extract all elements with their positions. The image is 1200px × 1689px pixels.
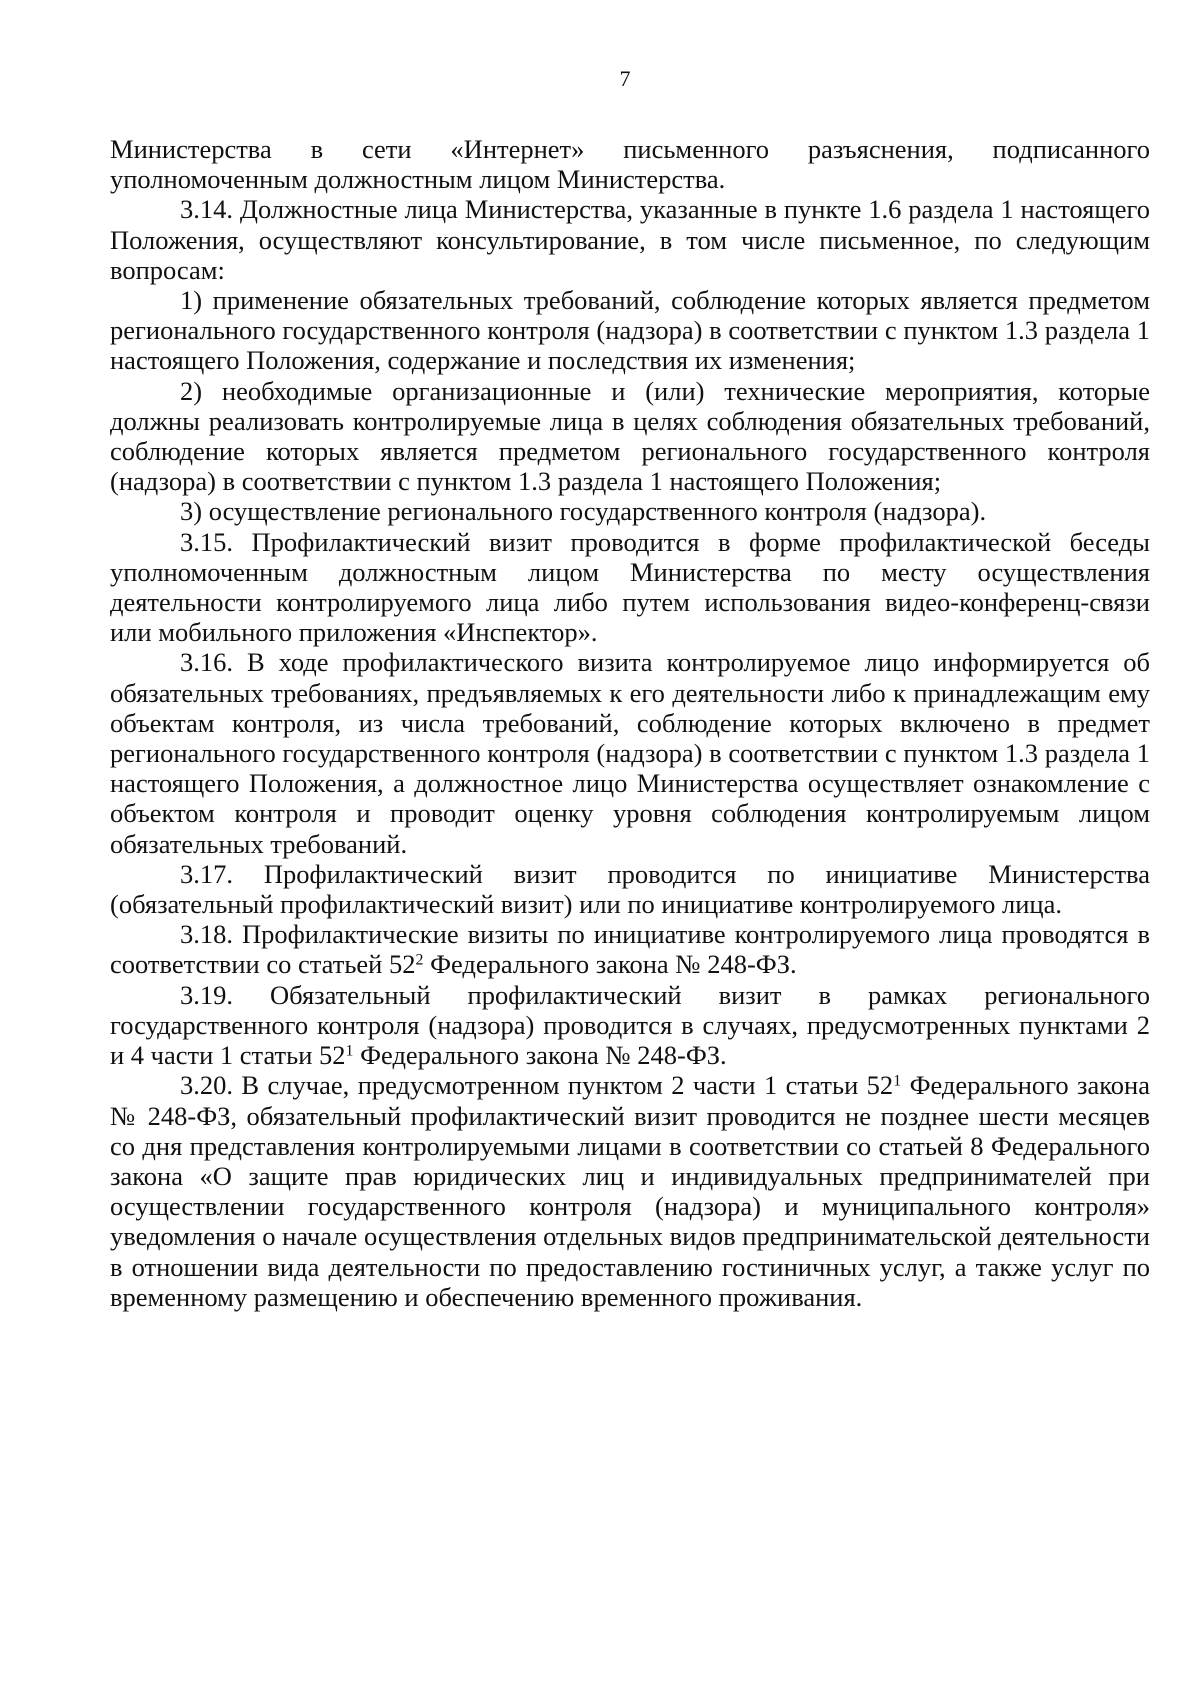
paragraph-text: 3.20. В случае, предусмотренном пунктом 2 части 1 статьи 52 [180,1070,894,1101]
paragraph-continuation [110,134,1150,194]
paragraph-3-16 [110,647,1150,858]
paragraph-text: 2) необходимые организационные и (или) технические мероприятия, которые должны реализовать контролируемые лица в целях соблюдения обязательных требований, соблюдение которых является предметом регионального государственного контроля (надзора) в соответствии с пунктом 1.3 раздела 1 настоящего Положения; [110,375,1150,497]
paragraph-text: Министерства в сети «Интернет» письменного разъяснения, подписанного уполномоченным должностным лицом Министерства. [110,134,1150,195]
paragraph-3-18 [110,919,1150,979]
paragraph-text: 3.17. Профилактический визит проводится по инициативе Министерства (обязательный профилактический визит) или по инициативе контролируемого лица. [110,858,1150,920]
paragraph-3-14-item-3 [110,496,1150,526]
paragraph-3-15 [110,527,1150,648]
paragraph-text: Федерального закона № 248-ФЗ. [353,1040,727,1071]
paragraph-3-14-item-2 [110,376,1150,497]
paragraph-text: 3.18. Профилактические визиты по инициативе контролируемого лица проводятся в соответствии со статьей 52 [110,919,1150,980]
paragraph-text: Федерального закона № 248-ФЗ, обязательный профилактический визит проводится не позднее шести месяцев со дня представления контролируемыми лицами в соответствии со статьей 8 Федерального закона «О защите прав юридических лиц и индивидуальных предпринимателей при осуществлении государственного контроля (надзора) и муниципального контроля» уведомления о начале осуществления отдельных видов предпринимательской деятельности в отношении вида деятельности по предоставлению гостиничных услуг, а также услуг по временному размещению и обеспечению временного проживания. [110,1070,1150,1312]
footnote-superscript: 2 [415,951,424,969]
paragraph-3-20 [110,1070,1150,1312]
document-body [110,134,1150,1312]
paragraph-text: 3.16. В ходе профилактического визита контролируемое лицо информируется об обязательных требованиях, предъявляемых к его деятельности либо к принадлежащим ему объектам контроля, из числа требований, соблюдение которых включено в предмет регионального государственного контроля (надзора) в соответствии с пунктом 1.3 раздела 1 настоящего Положения, а должностное лицо Министерства осуществляет ознакомление с объектом контроля и проводит оценку уровня соблюдения контролируемым лицом обязательных требований. [110,647,1150,859]
paragraph-3-14 [110,194,1150,285]
paragraph-text: 3.19. Обязательный профилактический визит в рамках регионального государственного контроля (надзора) проводится в случаях, предусмотренных пунктами 2 и 4 части 1 статьи 52 [110,979,1150,1071]
paragraph-text: 3.14. Должностные лица Министерства, указанные в пункте 1.6 раздела 1 настоящего Положения, осуществляют консультирование, в том числе письменное, по следующим вопросам: [110,194,1150,285]
paragraph-text: 3.15. Профилактический визит проводится в форме профилактической беседы уполномоченным должностным лицом Министерства по месту осуществления деятельности контролируемого лица либо путем использования видео-конференц-связи или мобильного приложения «Инспектор». [110,526,1150,648]
footnote-superscript: 1 [893,1072,902,1090]
paragraph-text: 3) осуществление регионального государственного контроля (надзора). [180,496,987,527]
paragraph-3-14-item-1 [110,285,1150,376]
paragraph-text: Федерального закона № 248-ФЗ. [423,949,797,980]
footnote-superscript: 1 [345,1042,354,1060]
paragraph-3-17 [110,859,1150,919]
page-number: 7 [619,66,631,91]
paragraph-text: 1) применение обязательных требований, соблюдение которых является предметом регионального государственного контроля (надзора) в соответствии с пунктом 1.3 раздела 1 настоящего Положения, содержание и последствия их изменения; [110,285,1150,376]
paragraph-3-19 [110,980,1150,1071]
